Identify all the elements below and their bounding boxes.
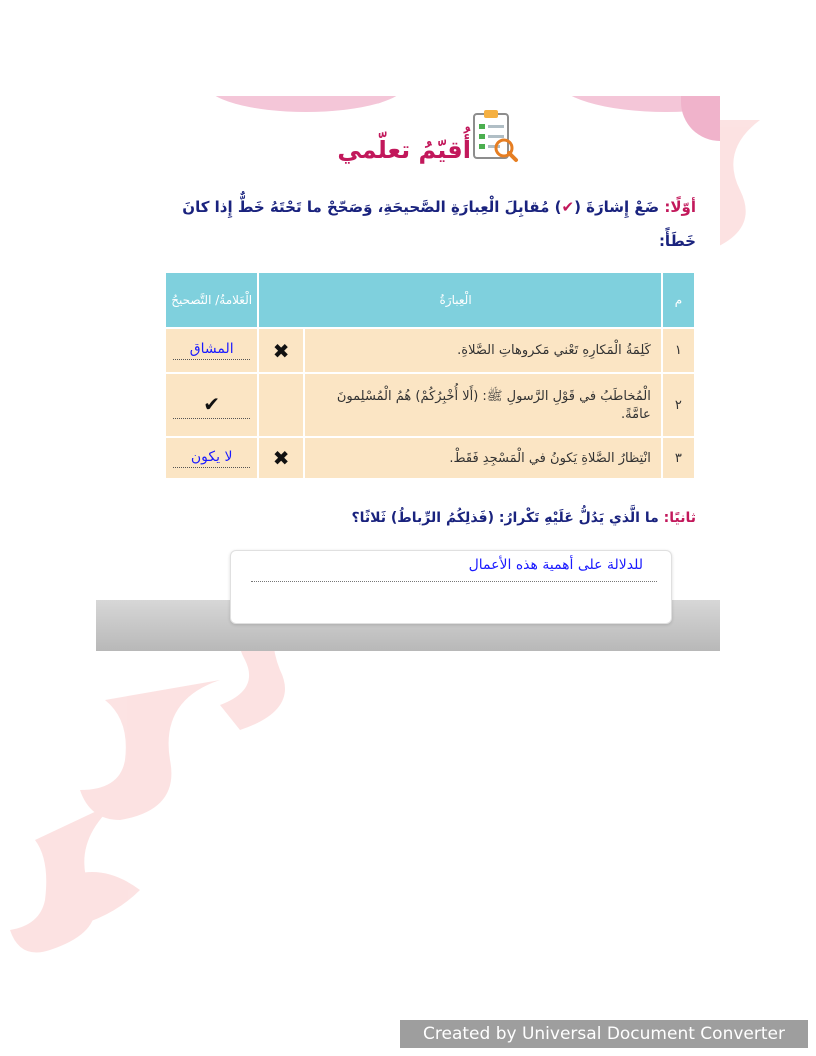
row-number: ٣ (662, 437, 695, 479)
row-answer: المشاق (189, 341, 234, 357)
row-x-mark (258, 373, 304, 437)
row-x-mark (258, 437, 304, 479)
question-one-label: أوّلًا: (664, 198, 696, 216)
row-statement: كَلِمَةُ الْمَكارِهِ تَعْني مَكروهاتِ الصَّلاةِ. (304, 328, 662, 373)
header-mark: الْعَلامةُ/ التَّصحيحُ (165, 272, 258, 328)
table-row (165, 373, 695, 437)
decoration-shape (681, 96, 720, 141)
evaluation-table (164, 271, 696, 480)
check-mark-icon: ✔ (203, 391, 221, 416)
worksheet-card (96, 96, 720, 651)
answer-box[interactable] (230, 550, 672, 624)
question-two-label: ثانيًا: (663, 510, 696, 526)
dotted-line (173, 359, 250, 360)
dotted-line (251, 581, 657, 582)
table-row (165, 437, 695, 479)
row-statement: الْمُخاطَبُ في قَوْلِ الرَّسولِ ﷺ: (أَلا أُخْبِرُكُمْ) هُمُ الْمُسْلِمونَ عامَّةً. (304, 373, 662, 437)
row-answer-cell[interactable] (165, 437, 258, 479)
header-statement: الْعِبارَةُ (258, 272, 661, 328)
row-answer-cell[interactable] (165, 373, 258, 437)
converter-badge: Created by Universal Document Converter (400, 1020, 808, 1048)
x-mark-icon: ✖ (272, 446, 290, 470)
row-number: ٢ (662, 373, 695, 437)
decoration-shape (206, 96, 406, 112)
question-one-text-start: ضَعْ إِشارَةَ ( (574, 198, 660, 216)
question-two (351, 510, 696, 526)
row-x-mark (258, 328, 304, 373)
check-mark-icon: ✔ (561, 198, 575, 216)
x-mark-icon: ✖ (272, 338, 290, 363)
header-number: م (662, 272, 695, 328)
question-one (156, 190, 696, 258)
row-answer: لا يكون (190, 448, 233, 465)
checklist-clipboard-icon (468, 108, 520, 164)
table-row (165, 328, 695, 373)
question-two-answer: للدلالة على أهمية هذه الأعمال (468, 557, 643, 573)
row-answer-cell[interactable] (165, 328, 258, 373)
page-title: أُقيّمُ تعلّمي (337, 136, 471, 164)
table-header-row (165, 272, 695, 328)
row-statement: انْتِظارُ الصَّلاةِ يَكونُ في الْمَسْجِدِ فَقَطْ. (304, 437, 662, 479)
question-two-text: ما الَّذي يَدُلُّ عَلَيْهِ تَكْرارُ: (فَذلِكُمُ الرِّباطُ) ثَلاثًا؟ (351, 510, 659, 526)
dotted-line (173, 467, 250, 468)
question-one-text-end: ) مُقابِلَ الْعِبارَةِ الصَّحيحَةِ، وَصَحّحْ ما تَحْتَهُ خَطٌّ إِذا كانَ خَطَأً: (182, 198, 696, 250)
dotted-line (173, 418, 250, 419)
row-number: ١ (662, 328, 695, 373)
